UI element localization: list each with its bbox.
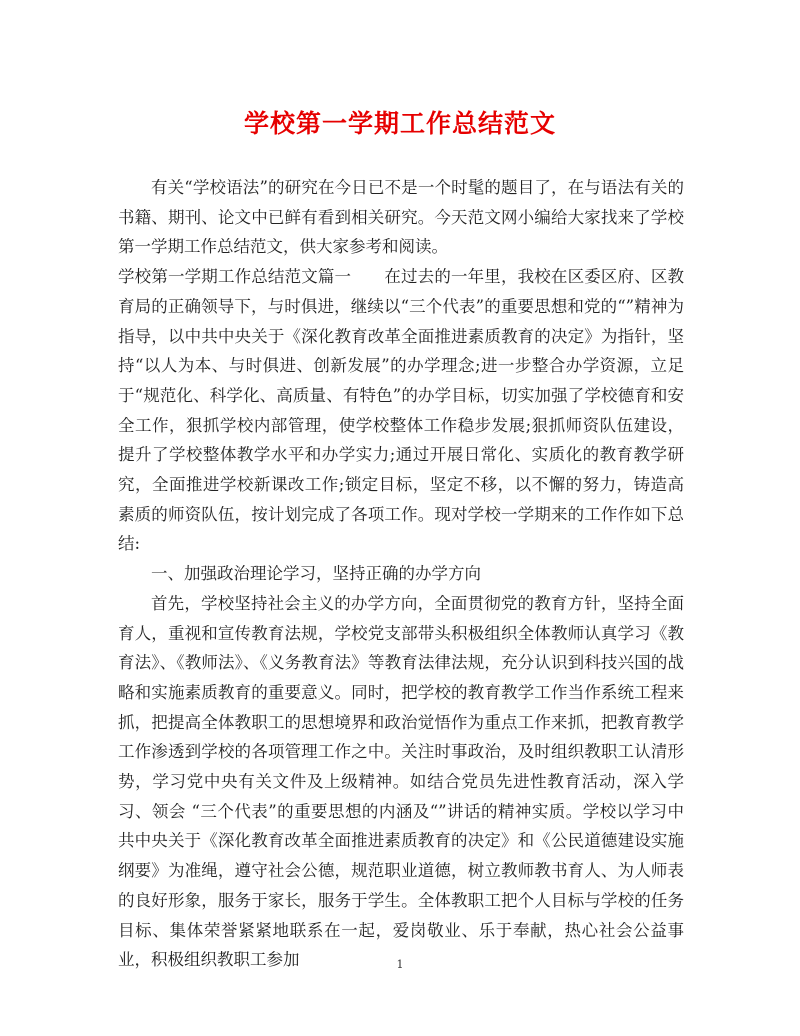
section-heading: 学校第一学期工作总结范文篇一: [118, 267, 352, 287]
section-paragraph: [118, 262, 684, 559]
body-paragraph: 首先，学校坚持社会主义的办学方向，全面贯彻党的教育方针，坚持全面育人，重视和宣传教育法规，学校党支部带头积极组织全体教师认真学习《教育法》、《教师法》、《义务教育法》等教育法律法规，充分认识到科技兴国的战略和实施素质教育的重要意义。同时，把学校的教育教学工作当作系统工程来抓，把提高全体教职工的思想境界和政治觉悟作为重点工作来抓，把教育教学工作渗透到学校的各项管理工作之中。关注时事政治，及时组织教职工认清形势，学习党中央有关文件及上级精神。如结合党员先进性教育活动，深入学习、领会 “三个代表”的重要思想的内涵及“”讲话的精神实质。学校以学习中共中央关于《深化教育改革全面推进素质教育的决定》和《公民道德建设实施纲要》为准绳，遵守社会公德，规范职业道德，树立教师教书育人、为人师表的良好形象，服务于家长，服务于学生。全体教职工把个人目标与学校的任务目标、集体荣誉紧紧地联系在一起，爱岗敬业、乐于奉献，热心社会公益事业，积极组织教职工参加: [118, 593, 684, 970]
subheading-paragraph: 一、加强政治理论学习，坚持正确的办学方向: [151, 564, 481, 584]
intro-paragraph: 有关“学校语法”的研究在今日已不是一个时髦的题目了，在与语法有关的书籍、期刊、论文中已鲜有看到相关研究。今天范文网小编给大家找来了学校第一学期工作总结范文，供大家参考和阅读。: [118, 178, 684, 257]
page-number: 1: [396, 958, 404, 971]
document-title: 学校第一学期工作总结范文: [243, 109, 556, 138]
document-body: [118, 173, 684, 975]
section-body-text: 在过去的一年里，我校在区委区府、区教育局的正确领导下，与时俱进，继续以“三个代表”的重要思想和党的“”精神为指导，以中共中央关于《深化教育改革全面推进素质教育的决定》为指针，坚持“以人为本、与时俱进、创新发展”的办学理念;进一步整合办学资源，立足于“规范化、科学化、高质量、有特色”的办学目标，切实加强了学校德育和安全工作，狠抓学校内部管理，使学校整体工作稳步发展;狠抓师资队伍建设，提升了学校整体教学水平和办学实力;通过开展日常化、实质化的教育教学研究，全面推进学校新课改工作;锁定目标，坚定不移，以不懈的努力，铸造高素质的师资队伍，按计划完成了各项工作。现对学校一学期来的工作作如下总结:: [118, 267, 684, 554]
